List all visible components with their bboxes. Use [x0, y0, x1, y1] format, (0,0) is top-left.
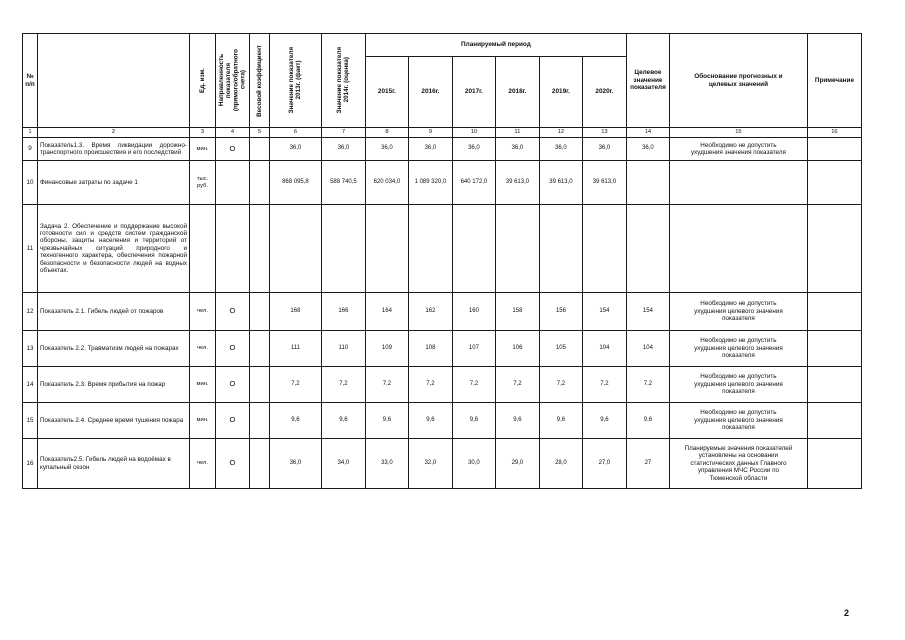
- value-2013-cell: 868 095,8: [269, 161, 321, 205]
- value-2014-cell: [321, 205, 365, 293]
- column-number-row: [23, 128, 862, 138]
- value-2013-cell: 168: [269, 293, 321, 331]
- header-unit: Ед. изм.: [190, 34, 216, 128]
- table-row: [23, 439, 862, 489]
- year-value-cell: 620 034,0: [365, 161, 408, 205]
- target-cell: 27: [626, 439, 669, 489]
- value-2013-cell: [269, 205, 321, 293]
- year-value-cell: 7,2: [408, 367, 452, 403]
- target-cell: 154: [626, 293, 669, 331]
- year-value-cell: [408, 205, 452, 293]
- year-value-cell: 106: [495, 331, 539, 367]
- row-number: 9: [23, 138, 38, 161]
- indicators-table: [22, 33, 862, 489]
- year-value-cell: 29,0: [495, 439, 539, 489]
- table-row: [23, 403, 862, 439]
- year-value-cell: 27,0: [582, 439, 626, 489]
- header-row-top: [23, 34, 862, 57]
- indicator-name: Показатель 2.3. Время прибытия на пожар: [38, 367, 190, 403]
- weight-cell: [249, 293, 269, 331]
- unit-cell: мин.: [190, 367, 216, 403]
- column-number: 14: [626, 128, 669, 138]
- direction-cell: О: [216, 138, 250, 161]
- year-value-cell: [365, 205, 408, 293]
- column-number: 3: [190, 128, 216, 138]
- direction-cell: О: [216, 367, 250, 403]
- header-value-2013: Значение показателя 2013г. (факт): [269, 34, 321, 128]
- header-year: 2020г.: [582, 57, 626, 128]
- value-2014-cell: 110: [321, 331, 365, 367]
- indicator-name: Показатель 2.4. Среднее время тушения пожара: [38, 403, 190, 439]
- direction-cell: О: [216, 293, 250, 331]
- column-number: 5: [249, 128, 269, 138]
- column-number: 16: [807, 128, 861, 138]
- year-value-cell: 36,0: [408, 138, 452, 161]
- target-cell: [626, 205, 669, 293]
- value-2014-cell: 9,6: [321, 403, 365, 439]
- justification-cell: [669, 161, 807, 205]
- year-value-cell: 154: [582, 293, 626, 331]
- weight-cell: [249, 403, 269, 439]
- target-cell: 9,6: [626, 403, 669, 439]
- indicator-name: Показатель2.5. Гибель людей на водоёмах в купальный сезон: [38, 439, 190, 489]
- header-note: Примечание: [807, 34, 861, 128]
- year-value-cell: 36,0: [582, 138, 626, 161]
- justification-cell: Необходимо не допустить ухудшения целевого значения показателя: [669, 293, 807, 331]
- year-value-cell: 7,2: [495, 367, 539, 403]
- weight-cell: [249, 331, 269, 367]
- column-number: 1: [23, 128, 38, 138]
- justification-cell: Необходимо не допустить ухудшения значения показателя: [669, 138, 807, 161]
- year-value-cell: [539, 205, 582, 293]
- unit-cell: тыс. руб.: [190, 161, 216, 205]
- year-value-cell: 640 172,0: [452, 161, 495, 205]
- value-2013-cell: 111: [269, 331, 321, 367]
- row-number: 15: [23, 403, 38, 439]
- header-no: № п/п: [23, 34, 38, 128]
- header-year: 2018г.: [495, 57, 539, 128]
- direction-cell: [216, 161, 250, 205]
- year-value-cell: 33,0: [365, 439, 408, 489]
- year-value-cell: 39 613,0: [582, 161, 626, 205]
- indicator-name: Задача 2. Обеспечение и поддержание высокой готовности сил и средств систем гражданской обороны, защиты населения и территорий от чрезвычайных ситуаций природного и техногенного характера, обеспечения пожарной безопасности и безопасности людей на водных объектах.: [38, 205, 190, 293]
- weight-cell: [249, 439, 269, 489]
- year-value-cell: 105: [539, 331, 582, 367]
- year-value-cell: 107: [452, 331, 495, 367]
- note-cell: [807, 331, 861, 367]
- column-number: 8: [365, 128, 408, 138]
- table-row: [23, 331, 862, 367]
- year-value-cell: 162: [408, 293, 452, 331]
- indicator-name: Показатель 2.2. Травматизм людей на пожарах: [38, 331, 190, 367]
- year-value-cell: 160: [452, 293, 495, 331]
- row-number: 13: [23, 331, 38, 367]
- year-value-cell: 39 613,0: [539, 161, 582, 205]
- unit-cell: чел.: [190, 439, 216, 489]
- row-number: 11: [23, 205, 38, 293]
- header-year: 2017г.: [452, 57, 495, 128]
- year-value-cell: 9,6: [365, 403, 408, 439]
- column-number: 12: [539, 128, 582, 138]
- direction-cell: [216, 205, 250, 293]
- year-value-cell: [452, 205, 495, 293]
- column-number: 15: [669, 128, 807, 138]
- year-value-cell: 9,6: [408, 403, 452, 439]
- weight-cell: [249, 161, 269, 205]
- year-value-cell: 158: [495, 293, 539, 331]
- column-number: 9: [408, 128, 452, 138]
- value-2014-cell: 36,0: [321, 138, 365, 161]
- note-cell: [807, 138, 861, 161]
- target-cell: 104: [626, 331, 669, 367]
- year-value-cell: 108: [408, 331, 452, 367]
- row-number: 14: [23, 367, 38, 403]
- column-number: 10: [452, 128, 495, 138]
- year-value-cell: 9,6: [495, 403, 539, 439]
- value-2013-cell: 7,2: [269, 367, 321, 403]
- header-direction: Направленность показателя (прямого/обратного счета): [216, 34, 250, 128]
- year-value-cell: [582, 205, 626, 293]
- value-2013-cell: 36,0: [269, 439, 321, 489]
- value-2013-cell: 36,0: [269, 138, 321, 161]
- justification-cell: [669, 205, 807, 293]
- year-value-cell: 28,0: [539, 439, 582, 489]
- year-value-cell: 156: [539, 293, 582, 331]
- year-value-cell: 36,0: [495, 138, 539, 161]
- target-cell: 36,0: [626, 138, 669, 161]
- year-value-cell: 9,6: [452, 403, 495, 439]
- year-value-cell: 30,0: [452, 439, 495, 489]
- note-cell: [807, 367, 861, 403]
- year-value-cell: 7,2: [539, 367, 582, 403]
- direction-cell: О: [216, 403, 250, 439]
- column-number: 11: [495, 128, 539, 138]
- target-cell: 7,2: [626, 367, 669, 403]
- header-value-2014: Значение показателя 2014г. (оценка): [321, 34, 365, 128]
- value-2014-cell: 34,0: [321, 439, 365, 489]
- indicator-name: Показатель 2.1. Гибель людей от пожаров: [38, 293, 190, 331]
- weight-cell: [249, 138, 269, 161]
- unit-cell: чел.: [190, 331, 216, 367]
- value-2014-cell: 7,2: [321, 367, 365, 403]
- header-year: 2019г.: [539, 57, 582, 128]
- weight-cell: [249, 367, 269, 403]
- year-value-cell: [495, 205, 539, 293]
- justification-cell: Необходимо не допустить ухудшения целевого значения показателя: [669, 367, 807, 403]
- year-value-cell: 7,2: [582, 367, 626, 403]
- table-row: [23, 293, 862, 331]
- year-value-cell: 9,6: [582, 403, 626, 439]
- header-justification: Обоснование прогнозных и целевых значений: [669, 34, 807, 128]
- table-row: [23, 138, 862, 161]
- header-target: Целевое значение показателя: [626, 34, 669, 128]
- value-2014-cell: 166: [321, 293, 365, 331]
- note-cell: [807, 403, 861, 439]
- row-number: 12: [23, 293, 38, 331]
- justification-cell: Планируемые значения показателей установлены на основании статистических данных Главного управления МЧС России по Тюменской области: [669, 439, 807, 489]
- year-value-cell: 32,0: [408, 439, 452, 489]
- indicator-name: Финансовые затраты по задаче 1: [38, 161, 190, 205]
- row-number: 16: [23, 439, 38, 489]
- value-2014-cell: 588 740,5: [321, 161, 365, 205]
- note-cell: [807, 205, 861, 293]
- column-number: 4: [216, 128, 250, 138]
- note-cell: [807, 439, 861, 489]
- value-2013-cell: 9,6: [269, 403, 321, 439]
- year-value-cell: 36,0: [365, 138, 408, 161]
- note-cell: [807, 161, 861, 205]
- header-year: 2015г.: [365, 57, 408, 128]
- justification-cell: Необходимо не допустить ухудшения целевого значения показателя: [669, 331, 807, 367]
- year-value-cell: 7,2: [365, 367, 408, 403]
- page-number: 2: [844, 608, 850, 618]
- column-number: 2: [38, 128, 190, 138]
- unit-cell: чел.: [190, 293, 216, 331]
- table-row: [23, 161, 862, 205]
- year-value-cell: 39 613,0: [495, 161, 539, 205]
- unit-cell: мин.: [190, 138, 216, 161]
- direction-cell: О: [216, 439, 250, 489]
- year-value-cell: 104: [582, 331, 626, 367]
- row-number: 10: [23, 161, 38, 205]
- unit-cell: [190, 205, 216, 293]
- unit-cell: мин.: [190, 403, 216, 439]
- weight-cell: [249, 205, 269, 293]
- direction-cell: О: [216, 331, 250, 367]
- note-cell: [807, 293, 861, 331]
- header-weight: Весовой коэффициент: [249, 34, 269, 128]
- header-year: 2016г.: [408, 57, 452, 128]
- column-number: 6: [269, 128, 321, 138]
- header-indicator: [38, 34, 190, 128]
- year-value-cell: 164: [365, 293, 408, 331]
- year-value-cell: 36,0: [452, 138, 495, 161]
- year-value-cell: 36,0: [539, 138, 582, 161]
- year-value-cell: 9,6: [539, 403, 582, 439]
- year-value-cell: 7,2: [452, 367, 495, 403]
- table-row: [23, 367, 862, 403]
- column-number: 13: [582, 128, 626, 138]
- year-value-cell: 109: [365, 331, 408, 367]
- target-cell: [626, 161, 669, 205]
- table-row: [23, 205, 862, 293]
- indicator-name: Показатель1.3. Время ликвидации дорожно-транспортного происшествия и его последствий: [38, 138, 190, 161]
- column-number: 7: [321, 128, 365, 138]
- justification-cell: Необходимо не допустить ухудшения целевого значения показателя: [669, 403, 807, 439]
- year-value-cell: 1 089 320,0: [408, 161, 452, 205]
- header-planned-period: Планируемый период: [365, 34, 626, 57]
